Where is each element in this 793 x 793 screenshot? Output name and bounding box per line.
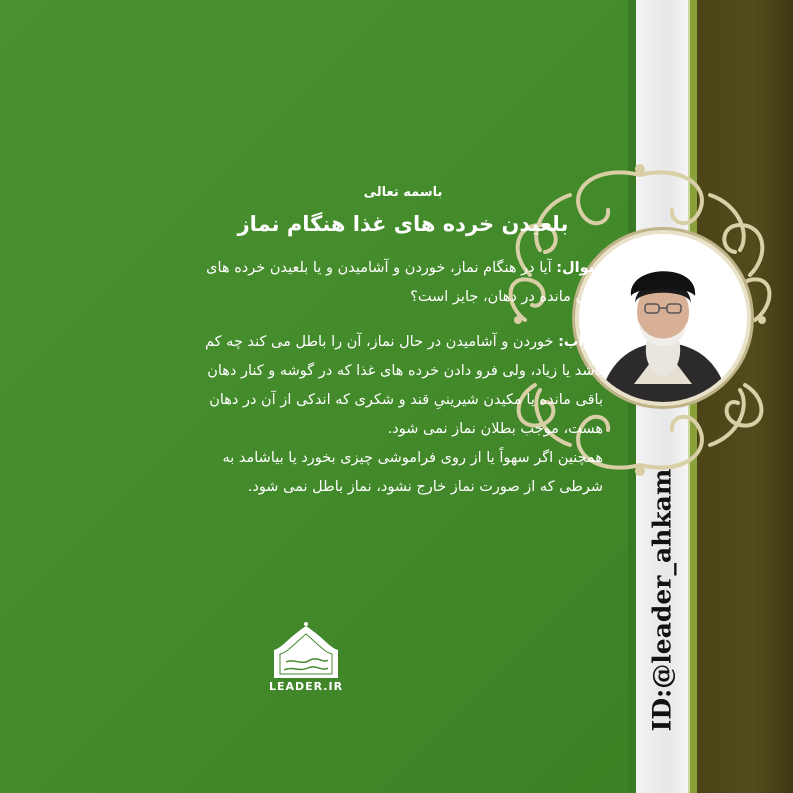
- invocation-subtitle: باسمه تعالی: [363, 185, 443, 200]
- question-paragraph: [203, 254, 603, 312]
- answer-paragraph: [203, 328, 603, 502]
- page-title: بلعیدن خرده های غذا هنگام نماز: [237, 212, 569, 236]
- logo-site-text: LEADER.IR: [268, 680, 344, 693]
- portrait-illustration: [579, 234, 747, 402]
- answer-text-2: همچنین اگر سهواً یا از روی فراموشی چیزی بخورد یا بیاشامد به شرطی که از صورت نماز خارج نشود، نماز باطل نمی شود.: [222, 450, 603, 495]
- social-handle: [640, 470, 684, 730]
- question-label: سوال:: [556, 260, 603, 276]
- answer-text-1: خوردن و آشامیدن در حال نماز، آن را باطل می کند چه کم باشد یا زیاد، ولی فرو دادن خرده های غذا که در گوشه و کنار دهان باقی مانده یا مکیدن شیرینیِ قند و شکری که اندکی از آن در دهان هست، موجب بطلان نماز نمی شود.: [205, 334, 603, 437]
- content-block: [203, 185, 603, 502]
- answer-part-1: [203, 328, 603, 444]
- question-text: آیا در هنگام نماز، خوردن و آشامیدن و یا بلعیدن خرده های باقی مانده در دهان، جایز است؟: [206, 260, 603, 305]
- social-handle-text: ID:@leader_ahkam: [647, 468, 677, 732]
- answer-label: جواب:: [558, 334, 603, 350]
